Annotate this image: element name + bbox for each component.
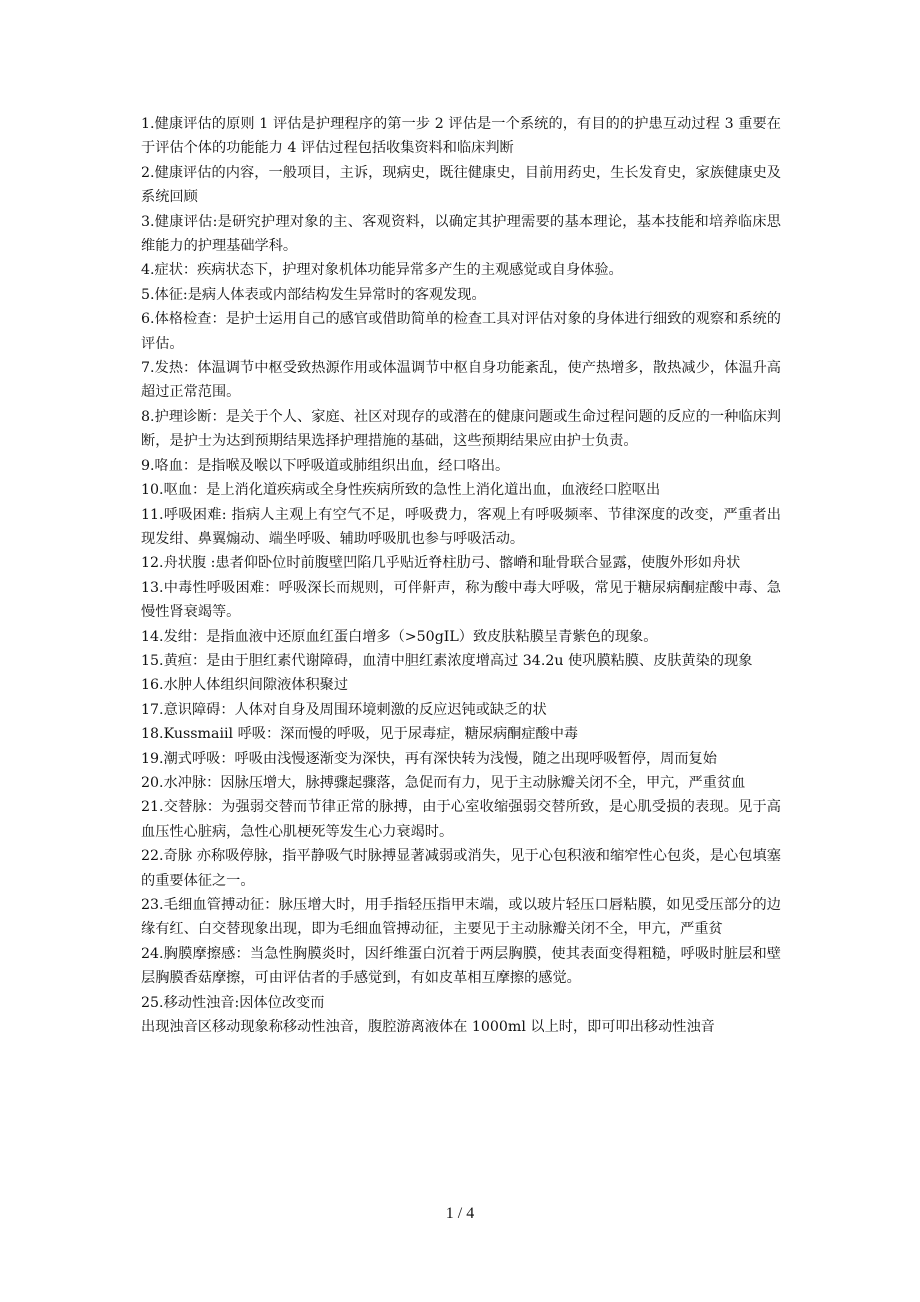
paragraph-8: 8.护理诊断：是关于个人、家庭、社区对现存的或潜在的健康问题或生命过程问题的反应的一种临床判断，是护士为达到预期结果选择护理措施的基础，这些预期结果应由护士负责。 [141, 408, 781, 450]
paragraph-11: 11.呼吸困难: 指病人主观上有空气不足，呼吸费力，客观上有呼吸频率、节律深度的改变，严重者出现发绀、鼻翼煽动、端坐呼吸、辅助呼吸肌也参与呼吸活动。 [141, 506, 781, 547]
paragraph-26: 出现浊音区移动现象称移动性浊音，腹腔游离液体在 1000ml 以上时，即可叩出移动性浊音 [141, 1019, 715, 1036]
document-body [141, 112, 781, 1039]
paragraph-19: 19.潮式呼吸：呼吸由浅慢逐渐变为深快，再有深快转为浅慢，随之出现呼吸暂停，周而复始 [141, 750, 717, 767]
paragraph-24: 24.胸膜摩擦感：当急性胸膜炎时，因纤维蛋白沉着于两层胸膜，使其表面变得粗糙，呼吸时脏层和壁层胸膜香菇摩擦，可由评估者的手感觉到，有如皮革相互摩擦的感觉。 [141, 945, 781, 987]
paragraph-10: 10.呕血：是上消化道疾病或全身性疾病所致的急性上消化道出血，血液经口腔呕出 [141, 482, 661, 499]
paragraph-3: 3.健康评估:是研究护理对象的主、客观资料，以确定其护理需要的基本理论，基本技能和培养临床思维能力的护理基础学科。 [141, 213, 781, 255]
paragraph-15: 15.黄疸：是由于胆红素代谢障碍，血清中胆红素浓度增高过 34.2u 使巩膜粘膜、皮肤黄染的现象 [141, 652, 753, 669]
paragraph-23: 23.毛细血管搏动征：脉压增大时，用手指轻压指甲末端，或以玻片轻压口唇粘膜，如见受压部分的边缘有红、白交替现象出现，即为毛细血管搏动征，主要见于主动脉瓣关闭不全，甲亢，严重贫 [141, 897, 781, 938]
paragraph-25: 25.移动性浊音:因体位改变而 [141, 994, 325, 1011]
paragraph-14: 14.发绀：是指血液中还原血红蛋白增多（>50gIL）致皮肤粘膜呈青紫色的现象。 [141, 628, 658, 645]
paragraph-7: 7.发热：体温调节中枢受致热源作用或体温调节中枢自身功能紊乱，使产热增多，散热减少，体温升高超过正常范围。 [141, 360, 781, 401]
page-number: 1 / 4 [445, 1205, 475, 1222]
paragraph-6: 6.体格检查：是护士运用自己的感官或借助简单的检查工具对评估对象的身体进行细致的观察和系统的评估。 [141, 311, 781, 352]
paragraph-16: 16.水肿人体组织间隙液体积聚过 [141, 677, 349, 694]
paragraph-13: 13.中毒性呼吸困难：呼吸深长而规则，可伴鼾声，称为酸中毒大呼吸，常见于糖尿病酮症酸中毒、急慢性肾衰竭等。 [141, 579, 781, 621]
paragraph-12: 12.舟状腹 :患者仰卧位时前腹壁凹陷几乎贴近脊柱肋弓、髂嵴和耻骨联合显露，使腹外形如舟状 [141, 555, 741, 572]
paragraph-18: 18.Kussmaiil 呼吸：深而慢的呼吸，见于尿毒症，糖尿病酮症酸中毒 [141, 726, 579, 743]
paragraph-1: 1.健康评估的原则 1 评估是护理程序的第一步 2 评估是一个系统的，有目的的护患互动过程 3 重要在于评估个体的功能能力 4 评估过程包括收集资料和临床判断 [141, 116, 781, 157]
paragraph-21: 21.交替脉：为强弱交替而节律正常的脉搏，由于心室收缩强弱交替所致，是心肌受损的表现。见于高血压性心脏病，急性心肌梗死等发生心力衰竭时。 [141, 799, 781, 840]
paragraph-5: 5.体征:是病人体表或内部结构发生异常时的客观发现。 [141, 286, 486, 303]
paragraph-17: 17.意识障碍：人体对自身及周围环境刺激的反应迟钝或缺乏的状 [141, 701, 547, 718]
paragraph-4: 4.症状：疾病状态下，护理对象机体功能异常多产生的主观感觉或自身体验。 [141, 262, 623, 279]
paragraph-9: 9.咯血：是指喉及喉以下呼吸道或肺组织出血，经口咯出。 [141, 457, 510, 474]
paragraph-22: 22.奇脉 亦称吸停脉，指平静吸气时脉搏显著减弱或消失，见于心包积液和缩窄性心包炎，是心包填塞的重要体征之一。 [141, 848, 781, 889]
paragraph-2: 2.健康评估的内容，一般项目，主诉，现病史，既往健康史，目前用药史，生长发育史，家族健康史及系统回顾 [141, 164, 781, 206]
paragraph-20: 20.水冲脉：因脉压增大，脉搏骤起骤落，急促而有力，见于主动脉瓣关闭不全，甲亢，严重贫血 [141, 774, 746, 791]
